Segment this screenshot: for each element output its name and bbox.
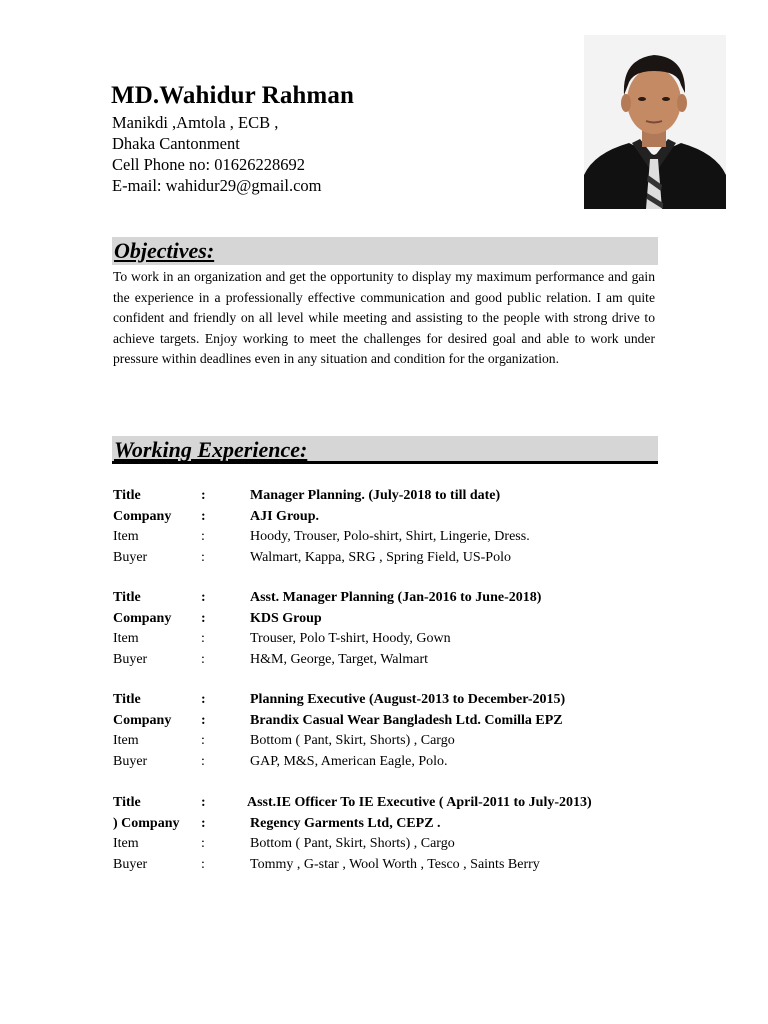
buyer-value: Tommy , G-star , Wool Worth , Tesco , Saints Berry: [250, 857, 540, 873]
job-entry: [113, 590, 673, 673]
job-company-row: [113, 509, 673, 530]
job-item-row: [113, 631, 673, 652]
job-buyer-row: [113, 652, 673, 673]
separator: :: [201, 550, 205, 566]
job-title-row: [113, 488, 673, 509]
job-title-row: [113, 692, 673, 713]
company-name: KDS Group: [250, 610, 322, 626]
job-title: Asst. Manager Planning (Jan-2016 to June-2018): [250, 590, 542, 605]
buyer-value: H&M, George, Target, Walmart: [250, 652, 429, 668]
separator: :: [201, 795, 206, 810]
item-value: Bottom ( Pant, Skirt, Shorts) , Cargo: [250, 836, 455, 852]
title-label: Title: [113, 692, 141, 707]
item-label: Item: [113, 836, 139, 852]
item-label: Item: [113, 529, 139, 545]
email-line: E-mail: wahidur29@gmail.com: [112, 176, 322, 195]
company-name: Regency Garments Ltd, CEPZ .: [250, 815, 441, 831]
buyer-label: Buyer: [113, 652, 148, 668]
job-title-row: [113, 795, 673, 816]
item-value: Trouser, Polo T-shirt, Hoody, Gown: [250, 631, 451, 647]
company-name: Brandix Casual Wear Bangladesh Ltd. Comilla EPZ: [250, 712, 563, 728]
buyer-value: GAP, M&S, American Eagle, Polo.: [250, 754, 448, 770]
job-title: Planning Executive (August-2013 to December-2015): [250, 692, 566, 707]
experience-heading-bar: [112, 436, 658, 464]
buyer-label: Buyer: [113, 857, 148, 873]
separator: :: [201, 754, 205, 770]
separator: :: [201, 692, 206, 707]
separator: :: [201, 508, 206, 524]
separator: :: [201, 590, 206, 605]
separator: :: [201, 733, 205, 749]
job-entry: [113, 692, 673, 775]
job-buyer-row: [113, 754, 673, 775]
separator: :: [201, 857, 205, 873]
title-label: Title: [113, 488, 141, 503]
company-label: Company: [113, 508, 172, 524]
company-label: Company: [113, 610, 172, 626]
phone-line: Cell Phone no: 01626228692: [112, 155, 305, 174]
separator: :: [201, 488, 206, 503]
contact-block: [112, 112, 321, 196]
job-item-row: [113, 733, 673, 754]
job-title: Asst.IE Officer To IE Executive ( April-2011 to July-2013): [247, 795, 592, 810]
profile-photo: [584, 35, 726, 209]
separator: :: [201, 529, 205, 545]
separator: :: [201, 631, 205, 647]
item-value: Bottom ( Pant, Skirt, Shorts) , Cargo: [250, 733, 455, 749]
candidate-name: MD.Wahidur Rahman: [111, 82, 354, 109]
item-value: Hoody, Trouser, Polo-shirt, Shirt, Lingerie, Dress.: [250, 529, 530, 545]
job-title: Manager Planning. (July-2018 to till date): [250, 488, 501, 503]
address-line-1: Manikdi ,Amtola , ECB ,: [112, 113, 279, 132]
job-buyer-row: [113, 550, 673, 571]
company-label: Company: [113, 712, 172, 728]
title-label: Title: [113, 590, 141, 605]
job-company-row: [113, 713, 673, 734]
address-line-2: Dhaka Cantonment: [112, 134, 240, 153]
objectives-text: To work in an organization and get the opportunity to display my maximum performance and gain the experience in a professionally effective communication and good public relation. I am quite confident and friendly on all level while meeting and assisting to the people with strong drive to achieve targets. Enjoy working to meet the challenges for desired goal and able to work under pressure within deadlines even in any situation and condition for the organization.: [113, 269, 655, 367]
title-label: Title: [113, 795, 141, 810]
item-label: Item: [113, 733, 139, 749]
buyer-label: Buyer: [113, 550, 148, 566]
separator: :: [201, 815, 206, 831]
job-entry: [113, 795, 673, 878]
company-label: ) Company: [113, 815, 180, 831]
job-company-row: [113, 611, 673, 632]
item-label: Item: [113, 631, 139, 647]
separator: :: [201, 652, 205, 668]
buyer-value: Walmart, Kappa, SRG , Spring Field, US-Polo: [250, 550, 511, 566]
job-company-row: [113, 816, 673, 837]
portrait-image: [584, 35, 726, 209]
job-entry: [113, 488, 673, 571]
separator: :: [201, 610, 206, 626]
objectives-heading: Objectives:: [114, 238, 215, 263]
job-title-row: [113, 590, 673, 611]
company-name: AJI Group.: [250, 508, 319, 524]
job-item-row: [113, 836, 673, 857]
experience-heading: Working Experience:: [114, 437, 308, 462]
separator: :: [201, 836, 205, 852]
objectives-heading-bar: [112, 237, 658, 265]
separator: :: [201, 712, 206, 728]
job-buyer-row: [113, 857, 673, 878]
buyer-label: Buyer: [113, 754, 148, 770]
job-item-row: [113, 529, 673, 550]
